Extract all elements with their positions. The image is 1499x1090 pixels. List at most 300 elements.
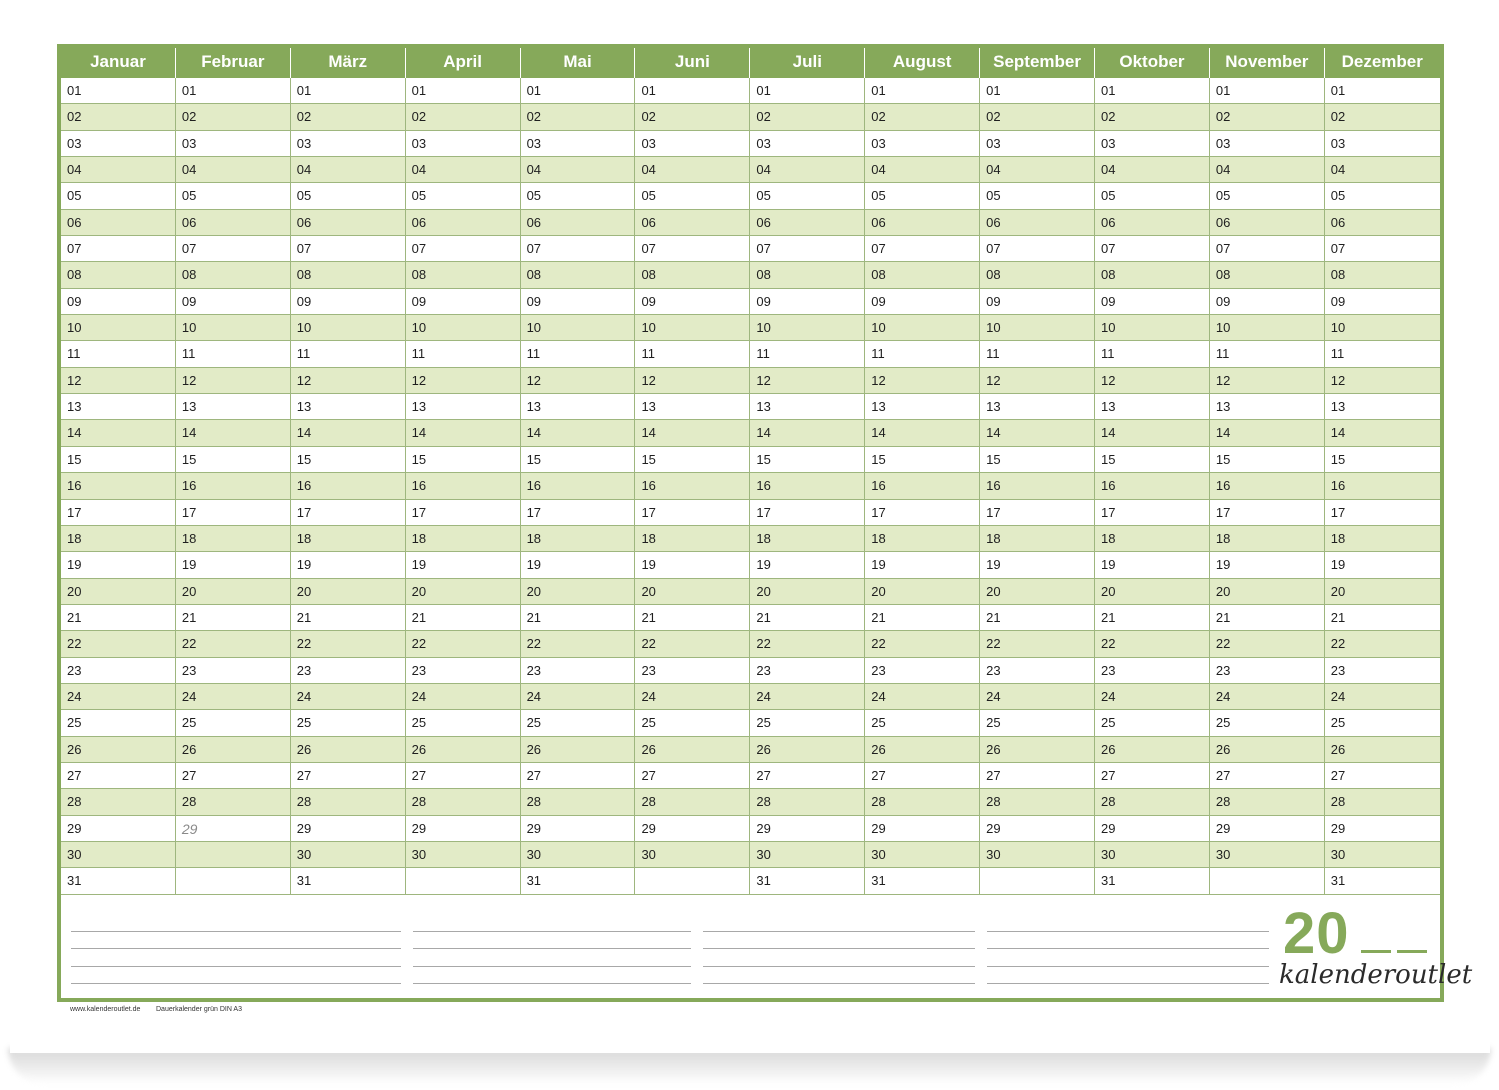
day-cell[interactable]: 19 <box>635 552 750 577</box>
day-cell[interactable]: 08 <box>291 262 406 287</box>
day-cell[interactable]: 28 <box>980 789 1095 814</box>
day-cell[interactable]: 09 <box>406 289 521 314</box>
day-cell[interactable]: 18 <box>1095 526 1210 551</box>
day-cell[interactable]: 05 <box>176 183 291 208</box>
day-cell[interactable]: 05 <box>1330 188 1346 204</box>
day-cell[interactable]: 13 <box>1210 394 1325 419</box>
day-cell[interactable]: 19 <box>61 552 176 577</box>
day-cell[interactable]: 29 <box>980 816 1095 841</box>
day-cell[interactable]: 28 <box>865 789 980 814</box>
day-cell[interactable]: 28 <box>1210 789 1325 814</box>
day-cell[interactable]: 05 <box>521 183 636 208</box>
day-cell[interactable]: 13 <box>865 394 980 419</box>
day-cell[interactable]: 30 <box>980 842 1095 867</box>
day-cell[interactable]: 31 <box>61 868 176 893</box>
day-cell[interactable]: 05 <box>291 183 406 208</box>
day-cell[interactable]: 10 <box>1210 315 1325 340</box>
day-cell[interactable]: 25 <box>1330 715 1346 731</box>
day-cell[interactable]: 27 <box>176 763 291 788</box>
day-cell[interactable]: 29 <box>406 816 521 841</box>
day-cell[interactable]: 23 <box>980 658 1095 683</box>
day-cell[interactable]: 29 <box>61 816 176 841</box>
day-cell[interactable]: 22 <box>291 631 406 656</box>
day-cell[interactable]: 23 <box>750 658 865 683</box>
day-cell[interactable] <box>635 868 750 893</box>
day-cell[interactable]: 11 <box>406 341 521 366</box>
day-cell[interactable]: 14 <box>750 420 865 445</box>
day-cell[interactable]: 04 <box>61 157 176 182</box>
day-cell[interactable]: 16 <box>750 473 865 498</box>
day-cell[interactable]: 15 <box>521 447 636 472</box>
day-cell[interactable]: 01 <box>1210 78 1325 103</box>
day-cell[interactable]: 19 <box>1330 557 1346 573</box>
day-cell[interactable]: 27 <box>1095 763 1210 788</box>
day-cell[interactable]: 03 <box>291 131 406 156</box>
day-cell[interactable]: 01 <box>1095 78 1210 103</box>
day-cell[interactable]: 08 <box>1095 262 1210 287</box>
day-cell[interactable]: 09 <box>61 289 176 314</box>
day-cell[interactable]: 10 <box>750 315 865 340</box>
day-cell[interactable]: 15 <box>406 447 521 472</box>
day-cell[interactable]: 02 <box>1095 104 1210 129</box>
day-cell[interactable]: 17 <box>865 500 980 525</box>
day-cell[interactable]: 07 <box>635 236 750 261</box>
day-cell[interactable]: 07 <box>1095 236 1210 261</box>
day-cell[interactable]: 19 <box>406 552 521 577</box>
day-cell[interactable]: 24 <box>291 684 406 709</box>
day-cell[interactable]: 22 <box>406 631 521 656</box>
day-cell[interactable]: 23 <box>1210 658 1325 683</box>
day-cell[interactable]: 21 <box>750 605 865 630</box>
day-cell[interactable]: 24 <box>521 684 636 709</box>
day-cell[interactable]: 25 <box>61 710 176 735</box>
day-cell[interactable]: 20 <box>176 579 291 604</box>
day-cell[interactable]: 11 <box>980 341 1095 366</box>
day-cell[interactable]: 10 <box>521 315 636 340</box>
day-cell[interactable]: 22 <box>521 631 636 656</box>
day-cell[interactable]: 13 <box>176 394 291 419</box>
day-cell[interactable]: 18 <box>1210 526 1325 551</box>
day-cell[interactable]: 01 <box>61 78 176 103</box>
day-cell[interactable]: 15 <box>980 447 1095 472</box>
day-cell[interactable]: 17 <box>1095 500 1210 525</box>
day-cell[interactable]: 30 <box>1210 842 1325 867</box>
day-cell[interactable]: 03 <box>980 131 1095 156</box>
day-cell[interactable]: 20 <box>61 579 176 604</box>
day-cell[interactable] <box>980 868 1095 893</box>
day-cell[interactable]: 12 <box>1095 368 1210 393</box>
day-cell[interactable]: 18 <box>865 526 980 551</box>
day-cell[interactable]: 17 <box>521 500 636 525</box>
day-cell[interactable]: 16 <box>291 473 406 498</box>
day-cell[interactable] <box>406 868 521 893</box>
day-cell[interactable]: 24 <box>865 684 980 709</box>
day-cell[interactable]: 28 <box>750 789 865 814</box>
day-cell[interactable]: 07 <box>176 236 291 261</box>
day-cell[interactable]: 14 <box>521 420 636 445</box>
day-cell[interactable]: 14 <box>1330 425 1346 441</box>
day-cell[interactable]: 17 <box>635 500 750 525</box>
day-cell[interactable]: 31 <box>1095 868 1210 893</box>
day-cell[interactable]: 23 <box>635 658 750 683</box>
day-cell[interactable]: 08 <box>750 262 865 287</box>
day-cell[interactable]: 05 <box>635 183 750 208</box>
day-cell[interactable]: 17 <box>980 500 1095 525</box>
day-cell[interactable]: 17 <box>291 500 406 525</box>
day-cell[interactable]: 29 <box>1210 816 1325 841</box>
day-cell[interactable]: 30 <box>406 842 521 867</box>
day-cell[interactable]: 17 <box>406 500 521 525</box>
day-cell[interactable]: 05 <box>406 183 521 208</box>
day-cell[interactable]: 05 <box>1210 183 1325 208</box>
day-cell[interactable]: 06 <box>750 210 865 235</box>
day-cell[interactable]: 22 <box>865 631 980 656</box>
day-cell[interactable]: 05 <box>980 183 1095 208</box>
day-cell[interactable]: 30 <box>750 842 865 867</box>
day-cell[interactable]: 26 <box>865 737 980 762</box>
day-cell[interactable]: 14 <box>1210 420 1325 445</box>
day-cell[interactable]: 15 <box>291 447 406 472</box>
day-cell[interactable]: 25 <box>291 710 406 735</box>
day-cell[interactable]: 10 <box>176 315 291 340</box>
day-cell[interactable]: 01 <box>750 78 865 103</box>
day-cell[interactable]: 06 <box>61 210 176 235</box>
day-cell[interactable]: 11 <box>1330 346 1345 362</box>
day-cell[interactable]: 26 <box>1210 737 1325 762</box>
day-cell[interactable]: 25 <box>521 710 636 735</box>
day-cell[interactable]: 05 <box>750 183 865 208</box>
day-cell[interactable]: 15 <box>1330 451 1346 467</box>
day-cell[interactable]: 07 <box>1330 241 1346 257</box>
day-cell[interactable]: 02 <box>980 104 1095 129</box>
day-cell[interactable]: 31 <box>1330 873 1346 889</box>
day-cell[interactable]: 20 <box>980 579 1095 604</box>
day-cell[interactable]: 02 <box>61 104 176 129</box>
day-cell[interactable]: 08 <box>176 262 291 287</box>
day-cell[interactable]: 29 <box>176 816 291 841</box>
day-cell[interactable]: 04 <box>865 157 980 182</box>
day-cell[interactable]: 07 <box>291 236 406 261</box>
day-cell[interactable]: 04 <box>291 157 406 182</box>
day-cell[interactable]: 21 <box>406 605 521 630</box>
day-cell[interactable]: 13 <box>750 394 865 419</box>
day-cell[interactable]: 14 <box>406 420 521 445</box>
day-cell[interactable]: 30 <box>61 842 176 867</box>
day-cell[interactable]: 20 <box>635 579 750 604</box>
day-cell[interactable]: 16 <box>1095 473 1210 498</box>
day-cell[interactable]: 28 <box>61 789 176 814</box>
day-cell[interactable]: 28 <box>176 789 291 814</box>
day-cell[interactable]: 02 <box>521 104 636 129</box>
day-cell[interactable]: 03 <box>406 131 521 156</box>
day-cell[interactable]: 26 <box>1095 737 1210 762</box>
day-cell[interactable]: 11 <box>1210 341 1325 366</box>
day-cell[interactable]: 15 <box>61 447 176 472</box>
day-cell[interactable]: 11 <box>750 341 865 366</box>
day-cell[interactable]: 27 <box>865 763 980 788</box>
day-cell[interactable]: 21 <box>61 605 176 630</box>
day-cell[interactable]: 28 <box>1095 789 1210 814</box>
day-cell[interactable]: 12 <box>291 368 406 393</box>
day-cell[interactable]: 09 <box>865 289 980 314</box>
day-cell[interactable]: 03 <box>750 131 865 156</box>
day-cell[interactable]: 20 <box>1095 579 1210 604</box>
day-cell[interactable]: 23 <box>1095 658 1210 683</box>
day-cell[interactable]: 13 <box>521 394 636 419</box>
day-cell[interactable]: 20 <box>521 579 636 604</box>
day-cell[interactable]: 25 <box>635 710 750 735</box>
day-cell[interactable]: 26 <box>980 737 1095 762</box>
day-cell[interactable]: 17 <box>176 500 291 525</box>
day-cell[interactable]: 14 <box>291 420 406 445</box>
day-cell[interactable]: 19 <box>1095 552 1210 577</box>
day-cell[interactable]: 30 <box>291 842 406 867</box>
day-cell[interactable]: 26 <box>1330 741 1346 757</box>
day-cell[interactable]: 07 <box>980 236 1095 261</box>
day-cell[interactable]: 26 <box>521 737 636 762</box>
day-cell[interactable]: 22 <box>750 631 865 656</box>
day-cell[interactable]: 24 <box>1330 688 1346 704</box>
day-cell[interactable]: 21 <box>1210 605 1325 630</box>
day-cell[interactable]: 27 <box>61 763 176 788</box>
day-cell[interactable]: 09 <box>1210 289 1325 314</box>
day-cell[interactable]: 18 <box>980 526 1095 551</box>
day-cell[interactable]: 26 <box>176 737 291 762</box>
day-cell[interactable]: 08 <box>61 262 176 287</box>
day-cell[interactable]: 11 <box>521 341 636 366</box>
day-cell[interactable]: 08 <box>1210 262 1325 287</box>
day-cell[interactable]: 08 <box>635 262 750 287</box>
day-cell[interactable]: 23 <box>865 658 980 683</box>
day-cell[interactable]: 12 <box>406 368 521 393</box>
day-cell[interactable]: 19 <box>521 552 636 577</box>
day-cell[interactable]: 12 <box>61 368 176 393</box>
day-cell[interactable]: 03 <box>61 131 176 156</box>
day-cell[interactable]: 11 <box>61 341 176 366</box>
day-cell[interactable]: 23 <box>61 658 176 683</box>
day-cell[interactable]: 28 <box>521 789 636 814</box>
day-cell[interactable]: 05 <box>61 183 176 208</box>
day-cell[interactable]: 21 <box>980 605 1095 630</box>
day-cell[interactable]: 29 <box>1330 820 1346 836</box>
day-cell[interactable]: 27 <box>635 763 750 788</box>
day-cell[interactable]: 22 <box>1210 631 1325 656</box>
day-cell[interactable]: 12 <box>750 368 865 393</box>
day-cell[interactable]: 20 <box>865 579 980 604</box>
day-cell[interactable]: 01 <box>176 78 291 103</box>
day-cell[interactable]: 09 <box>1330 293 1346 309</box>
day-cell[interactable]: 14 <box>176 420 291 445</box>
day-cell[interactable] <box>1210 868 1325 893</box>
day-cell[interactable]: 22 <box>176 631 291 656</box>
day-cell[interactable]: 19 <box>1210 552 1325 577</box>
day-cell[interactable]: 31 <box>291 868 406 893</box>
day-cell[interactable]: 09 <box>291 289 406 314</box>
day-cell[interactable]: 16 <box>1210 473 1325 498</box>
day-cell[interactable]: 16 <box>980 473 1095 498</box>
day-cell[interactable]: 14 <box>61 420 176 445</box>
day-cell[interactable]: 27 <box>1330 767 1346 783</box>
day-cell[interactable]: 27 <box>406 763 521 788</box>
day-cell[interactable]: 03 <box>176 131 291 156</box>
day-cell[interactable]: 05 <box>1095 183 1210 208</box>
day-cell[interactable]: 26 <box>291 737 406 762</box>
day-cell[interactable]: 21 <box>865 605 980 630</box>
day-cell[interactable]: 21 <box>1330 609 1346 625</box>
day-cell[interactable]: 27 <box>291 763 406 788</box>
day-cell[interactable]: 25 <box>1210 710 1325 735</box>
day-cell[interactable]: 18 <box>406 526 521 551</box>
day-cell[interactable]: 15 <box>1210 447 1325 472</box>
day-cell[interactable]: 11 <box>176 341 291 366</box>
day-cell[interactable]: 19 <box>980 552 1095 577</box>
day-cell[interactable]: 23 <box>291 658 406 683</box>
day-cell[interactable]: 06 <box>176 210 291 235</box>
day-cell[interactable]: 29 <box>1095 816 1210 841</box>
day-cell[interactable]: 31 <box>750 868 865 893</box>
day-cell[interactable]: 15 <box>635 447 750 472</box>
day-cell[interactable]: 16 <box>865 473 980 498</box>
day-cell[interactable]: 18 <box>291 526 406 551</box>
day-cell[interactable]: 18 <box>1330 530 1346 546</box>
day-cell[interactable]: 06 <box>1210 210 1325 235</box>
day-cell[interactable]: 02 <box>176 104 291 129</box>
day-cell[interactable]: 11 <box>1095 341 1210 366</box>
day-cell[interactable]: 10 <box>980 315 1095 340</box>
day-cell[interactable]: 04 <box>1095 157 1210 182</box>
day-cell[interactable]: 16 <box>1330 478 1346 494</box>
day-cell[interactable]: 24 <box>176 684 291 709</box>
day-cell[interactable]: 22 <box>1095 631 1210 656</box>
day-cell[interactable]: 14 <box>635 420 750 445</box>
day-cell[interactable]: 07 <box>750 236 865 261</box>
day-cell[interactable]: 07 <box>521 236 636 261</box>
day-cell[interactable]: 30 <box>1330 846 1346 862</box>
day-cell[interactable]: 21 <box>635 605 750 630</box>
day-cell[interactable]: 29 <box>750 816 865 841</box>
day-cell[interactable]: 27 <box>521 763 636 788</box>
day-cell[interactable]: 01 <box>521 78 636 103</box>
day-cell[interactable]: 12 <box>176 368 291 393</box>
day-cell[interactable]: 30 <box>521 842 636 867</box>
day-cell[interactable]: 10 <box>61 315 176 340</box>
day-cell[interactable]: 22 <box>635 631 750 656</box>
day-cell[interactable]: 16 <box>176 473 291 498</box>
day-cell[interactable]: 18 <box>176 526 291 551</box>
day-cell[interactable] <box>176 842 291 867</box>
day-cell[interactable] <box>176 868 291 893</box>
day-cell[interactable]: 13 <box>1330 399 1346 415</box>
day-cell[interactable]: 10 <box>865 315 980 340</box>
day-cell[interactable]: 06 <box>406 210 521 235</box>
day-cell[interactable]: 04 <box>750 157 865 182</box>
day-cell[interactable]: 06 <box>980 210 1095 235</box>
day-cell[interactable]: 19 <box>865 552 980 577</box>
day-cell[interactable]: 16 <box>406 473 521 498</box>
day-cell[interactable]: 26 <box>635 737 750 762</box>
day-cell[interactable]: 24 <box>635 684 750 709</box>
day-cell[interactable]: 02 <box>635 104 750 129</box>
day-cell[interactable]: 10 <box>291 315 406 340</box>
day-cell[interactable]: 21 <box>176 605 291 630</box>
day-cell[interactable]: 12 <box>865 368 980 393</box>
day-cell[interactable]: 04 <box>521 157 636 182</box>
day-cell[interactable]: 24 <box>750 684 865 709</box>
day-cell[interactable]: 04 <box>406 157 521 182</box>
day-cell[interactable]: 02 <box>406 104 521 129</box>
day-cell[interactable]: 06 <box>1330 214 1346 230</box>
day-cell[interactable]: 28 <box>291 789 406 814</box>
day-cell[interactable]: 02 <box>750 104 865 129</box>
day-cell[interactable]: 27 <box>1210 763 1325 788</box>
day-cell[interactable]: 25 <box>1095 710 1210 735</box>
day-cell[interactable]: 20 <box>1330 583 1346 599</box>
day-cell[interactable]: 13 <box>980 394 1095 419</box>
day-cell[interactable]: 06 <box>291 210 406 235</box>
day-cell[interactable]: 25 <box>980 710 1095 735</box>
day-cell[interactable]: 09 <box>635 289 750 314</box>
day-cell[interactable]: 03 <box>865 131 980 156</box>
day-cell[interactable]: 13 <box>291 394 406 419</box>
day-cell[interactable]: 28 <box>635 789 750 814</box>
day-cell[interactable]: 18 <box>521 526 636 551</box>
day-cell[interactable]: 20 <box>750 579 865 604</box>
day-cell[interactable]: 04 <box>980 157 1095 182</box>
day-cell[interactable]: 18 <box>61 526 176 551</box>
day-cell[interactable]: 04 <box>1330 162 1346 178</box>
day-cell[interactable]: 23 <box>176 658 291 683</box>
day-cell[interactable]: 22 <box>1330 636 1346 652</box>
day-cell[interactable]: 11 <box>635 341 750 366</box>
day-cell[interactable]: 07 <box>1210 236 1325 261</box>
day-cell[interactable]: 15 <box>176 447 291 472</box>
day-cell[interactable]: 13 <box>61 394 176 419</box>
day-cell[interactable]: 03 <box>635 131 750 156</box>
day-cell[interactable]: 10 <box>1095 315 1210 340</box>
day-cell[interactable]: 12 <box>1210 368 1325 393</box>
day-cell[interactable]: 07 <box>61 236 176 261</box>
day-cell[interactable]: 26 <box>750 737 865 762</box>
day-cell[interactable]: 02 <box>865 104 980 129</box>
day-cell[interactable]: 16 <box>635 473 750 498</box>
day-cell[interactable]: 27 <box>750 763 865 788</box>
day-cell[interactable]: 01 <box>291 78 406 103</box>
day-cell[interactable]: 24 <box>1095 684 1210 709</box>
day-cell[interactable]: 08 <box>865 262 980 287</box>
day-cell[interactable]: 15 <box>865 447 980 472</box>
day-cell[interactable]: 07 <box>865 236 980 261</box>
day-cell[interactable]: 16 <box>521 473 636 498</box>
day-cell[interactable]: 20 <box>291 579 406 604</box>
day-cell[interactable]: 18 <box>750 526 865 551</box>
day-cell[interactable]: 24 <box>61 684 176 709</box>
day-cell[interactable]: 21 <box>1095 605 1210 630</box>
day-cell[interactable]: 15 <box>750 447 865 472</box>
day-cell[interactable]: 25 <box>750 710 865 735</box>
day-cell[interactable]: 01 <box>635 78 750 103</box>
day-cell[interactable]: 28 <box>1330 794 1346 810</box>
day-cell[interactable]: 21 <box>521 605 636 630</box>
day-cell[interactable]: 03 <box>1330 135 1346 151</box>
day-cell[interactable]: 22 <box>980 631 1095 656</box>
day-cell[interactable]: 01 <box>865 78 980 103</box>
day-cell[interactable]: 10 <box>635 315 750 340</box>
day-cell[interactable]: 09 <box>176 289 291 314</box>
day-cell[interactable]: 20 <box>406 579 521 604</box>
day-cell[interactable]: 15 <box>1095 447 1210 472</box>
day-cell[interactable]: 19 <box>176 552 291 577</box>
day-cell[interactable]: 27 <box>980 763 1095 788</box>
